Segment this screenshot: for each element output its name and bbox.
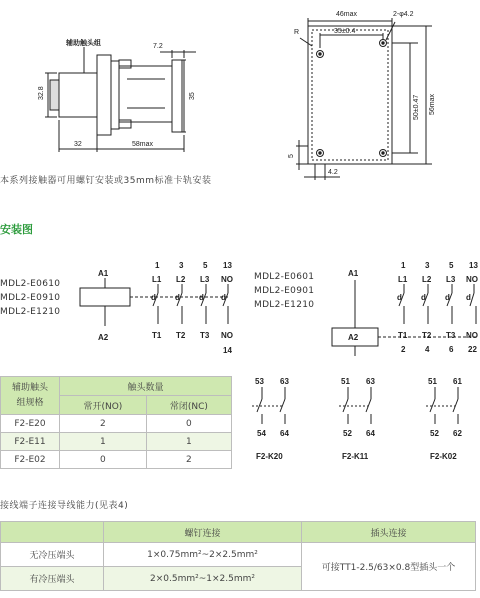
terminal-label: 3 (425, 261, 430, 270)
dim-58max: 58max (132, 141, 154, 148)
right-model-2: MDL2-E0901 (254, 286, 315, 296)
aux-col-header: 辅助触头 组规格 (1, 377, 60, 415)
terminal-label: L1 (398, 275, 408, 284)
dim-35-0-4: 35±0.4 (334, 28, 356, 35)
left-contact-4 (223, 284, 228, 324)
dim-7-2: 7.2 (153, 43, 163, 50)
left-model-list (0, 277, 60, 319)
table-row: F2-E11 1 1 (1, 433, 232, 451)
connection-table (0, 521, 476, 591)
right-model-3: MDL2-E1210 (254, 300, 315, 310)
left-model-1: MDL2-E0610 (0, 279, 61, 289)
table-row: F2-E02 0 2 (1, 451, 232, 469)
terminal-label: NO (466, 331, 478, 340)
terminal-label: NO (221, 331, 233, 340)
dim-50-0-47: 50±0.47 (413, 94, 420, 120)
no-header: 常开(NO) (60, 396, 147, 415)
terminal-label: T1 (152, 331, 162, 340)
terminal-label: 63 (280, 377, 289, 386)
terminal-label: L2 (176, 275, 186, 284)
terminal-label: T2 (422, 331, 432, 340)
table-row: F2-E20 2 0 (1, 415, 232, 433)
terminal-label: L3 (200, 275, 210, 284)
terminal-label: 1 (401, 261, 406, 270)
terminal-label: 14 (223, 346, 232, 355)
dim-32: 32 (74, 141, 82, 148)
terminal-label: 51 (428, 377, 437, 386)
left-contact-2 (177, 284, 182, 324)
section-heading: 安装图 (0, 223, 33, 236)
screw-header: 螺钉连接 (104, 522, 302, 543)
table-row: 有冷压端头 2×0.5mm²~1×2.5mm² (1, 567, 476, 591)
terminal-label: 13 (223, 261, 232, 270)
terminal-label: d (151, 293, 156, 302)
terminal-label: L1 (152, 275, 162, 284)
dim-5: 5 (288, 154, 295, 158)
terminal-label: L2 (422, 275, 432, 284)
dim-46max: 46max (336, 11, 358, 18)
dim-4-2: 4.2 (328, 169, 338, 176)
terminal-label: d (397, 293, 402, 302)
terminal-label: 52 (430, 429, 439, 438)
terminal-label: NO (221, 275, 233, 284)
terminal-label: 4 (425, 345, 430, 354)
terminal-label: 22 (468, 345, 477, 354)
table-row: 无冷压端头 1×0.75mm²~2×2.5mm² 可接TT1-2.5/63×0.8型插头一个 (1, 543, 476, 567)
mounting-note: 本系列接触器可用螺钉安装或35mm标准卡轨安装 (0, 176, 212, 186)
terminal-label: 5 (203, 261, 208, 270)
a1-label-left: A1 (98, 269, 109, 278)
terminal-label: 1 (155, 261, 160, 270)
aux-contact-block (59, 73, 97, 117)
terminal-label: 51 (341, 377, 350, 386)
terminal-label: d (445, 293, 450, 302)
terminal-label: T1 (398, 331, 408, 340)
f2-k02-label: F2-K02 (430, 452, 457, 461)
terminal-label: 53 (255, 377, 264, 386)
plug-header: 插头连接 (302, 522, 476, 543)
side-view-drawing (0, 0, 240, 165)
terminal-label: 61 (453, 377, 462, 386)
terminal-label: d (466, 293, 471, 302)
terminal-label: d (221, 293, 226, 302)
right-model-list (254, 270, 314, 312)
coil-box (80, 288, 130, 306)
f2-k20-label: F2-K20 (256, 452, 283, 461)
right-wiring-diagram (320, 258, 480, 360)
left-contact-3 (201, 284, 206, 324)
terminal-label: 3 (179, 261, 184, 270)
terminal-label: 54 (257, 429, 266, 438)
nc-header: 常闭(NC) (146, 396, 231, 415)
aux-contact-diagrams (240, 372, 480, 464)
dim-2-phi-4-2: 2-φ4.2 (393, 11, 414, 18)
right-model-1: MDL2-E0601 (254, 272, 315, 282)
f2-k11-label: F2-K11 (342, 452, 369, 461)
terminal-label: 2 (401, 345, 406, 354)
terminal-label: T3 (200, 331, 210, 340)
terminal-label: 6 (449, 345, 454, 354)
terminal-label: T2 (176, 331, 186, 340)
dim-56max: 56max (429, 93, 436, 115)
terminal-label: 64 (366, 429, 375, 438)
terminal-label: L3 (446, 275, 456, 284)
terminal-label: 13 (469, 261, 478, 270)
terminal-label: T3 (446, 331, 456, 340)
left-wiring-diagram (75, 258, 245, 360)
left-model-2: MDL2-E0910 (0, 293, 61, 303)
left-model-3: MDL2-E1210 (0, 307, 61, 317)
contact-count-header: 触头数量 (60, 377, 232, 396)
terminal-label: 5 (449, 261, 454, 270)
dim-35: 35 (189, 92, 196, 100)
terminal-label: 63 (366, 377, 375, 386)
aux-label: 辅助触头组 (66, 40, 101, 47)
mounting-view-drawing (240, 0, 480, 185)
a2-label-right: A2 (348, 333, 359, 342)
terminal-note: 接线端子连接导线能力(见表4) (0, 501, 129, 511)
a1-label-right: A1 (348, 269, 359, 278)
terminal-label: 62 (453, 429, 462, 438)
terminal-label: NO (466, 275, 478, 284)
aux-contact-table (0, 376, 232, 469)
a2-label-left: A2 (98, 333, 109, 342)
terminal-label: 52 (343, 429, 352, 438)
plug-value: 可接TT1-2.5/63×0.8型插头一个 (302, 543, 476, 591)
dim-r: R (294, 29, 300, 36)
left-contact-1 (153, 284, 158, 324)
terminal-label: d (421, 293, 426, 302)
terminal-label: d (175, 293, 180, 302)
terminal-label: 64 (280, 429, 289, 438)
terminal-label: d (199, 293, 204, 302)
dim-32-8: 32.8 (38, 86, 45, 100)
